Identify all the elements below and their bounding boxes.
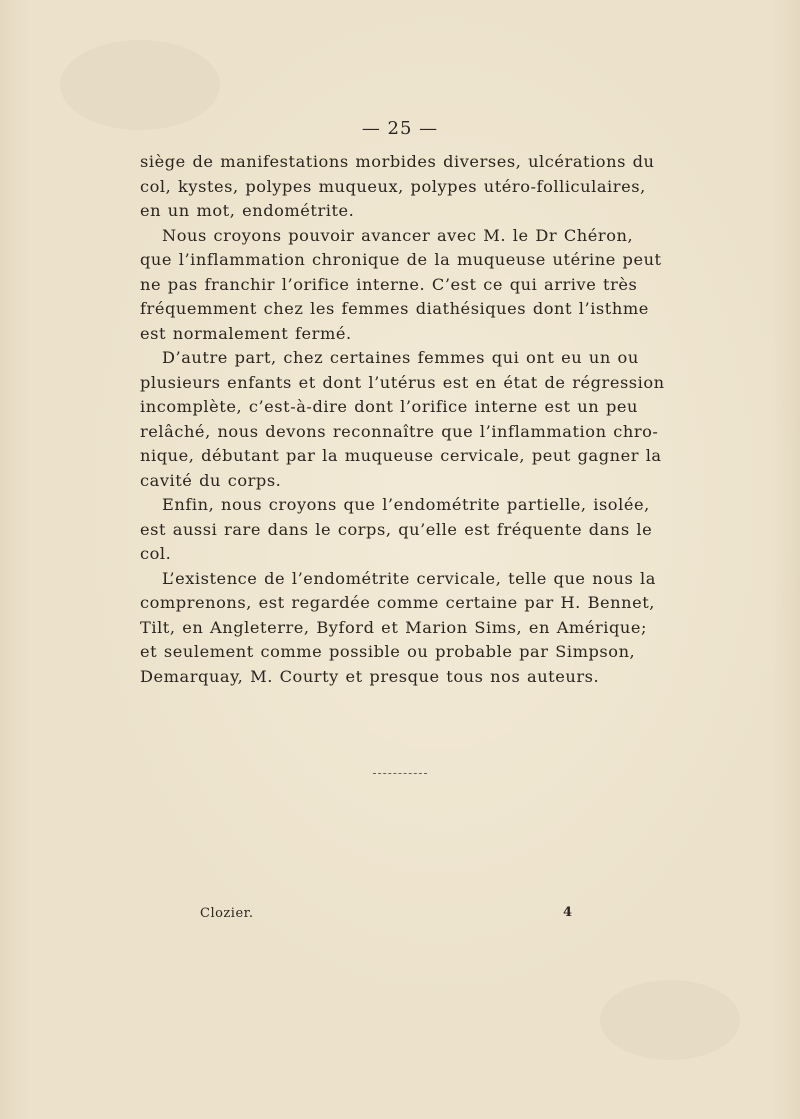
paper-stain xyxy=(600,980,740,1060)
text-line: Demarquay, M. Courty et presque tous nos auteurs. xyxy=(140,666,600,686)
sheet-number: 4 xyxy=(563,905,573,920)
text-line: relâché, nous devons reconnaître que l’inflammation chro- xyxy=(140,421,659,441)
body-text xyxy=(140,150,665,689)
text-line: Nous croyons pouvoir avancer avec M. le Dr Chéron, xyxy=(162,225,634,245)
text-line: ne pas franchir l’orifice interne. C’est ce qui arrive très xyxy=(140,274,638,294)
paragraph xyxy=(140,346,665,493)
text-line: Enfin, nous croyons que l’endométrite partielle, isolée, xyxy=(162,495,650,514)
page-number: — 25 — xyxy=(361,118,439,139)
text-line: col, kystes, polypes muqueux, polypes utéro-folliculaires, xyxy=(140,176,646,196)
text-line: plusieurs enfants et dont l’utérus est en état de régression xyxy=(140,372,665,392)
text-line: fréquemment chez les femmes diathésiques dont l’isthme xyxy=(140,299,649,318)
text-line: nique, débutant par la muqueuse cervicale, peut gagner la xyxy=(140,446,662,465)
paper-stain xyxy=(60,40,220,130)
text-line: est normalement fermé. xyxy=(140,323,352,343)
text-line: est aussi rare dans le corps, qu’elle est fréquente dans le xyxy=(140,519,653,539)
section-separator xyxy=(373,773,427,775)
text-line: L’existence de l’endométrite cervicale, telle que nous la xyxy=(162,568,656,588)
printer-signature: Clozier. xyxy=(200,906,254,921)
text-line: siège de manifestations morbides diverses, ulcérations du xyxy=(140,152,655,171)
text-line: Tilt, en Angleterre, Byford et Marion Sims, en Amérique; xyxy=(140,617,647,637)
text-line: que l’inflammation chronique de la muqueuse utérine peut xyxy=(140,250,662,269)
paragraph xyxy=(140,224,662,347)
paragraph xyxy=(140,493,653,567)
paragraph xyxy=(140,567,656,690)
text-line: col. xyxy=(140,544,172,563)
text-line: incomplète, c’est-à-dire dont l’orifice interne est un peu xyxy=(140,397,638,416)
text-line: et seulement comme possible ou probable par Simpson, xyxy=(140,642,636,661)
paragraph xyxy=(140,150,655,224)
text-line: D’autre part, chez certaines femmes qui ont eu un ou xyxy=(162,348,639,367)
text-line: comprenons, est regardée comme certaine par H. Bennet, xyxy=(140,593,655,612)
text-line: en un mot, endométrite. xyxy=(140,201,355,220)
text-line: cavité du corps. xyxy=(140,470,282,490)
